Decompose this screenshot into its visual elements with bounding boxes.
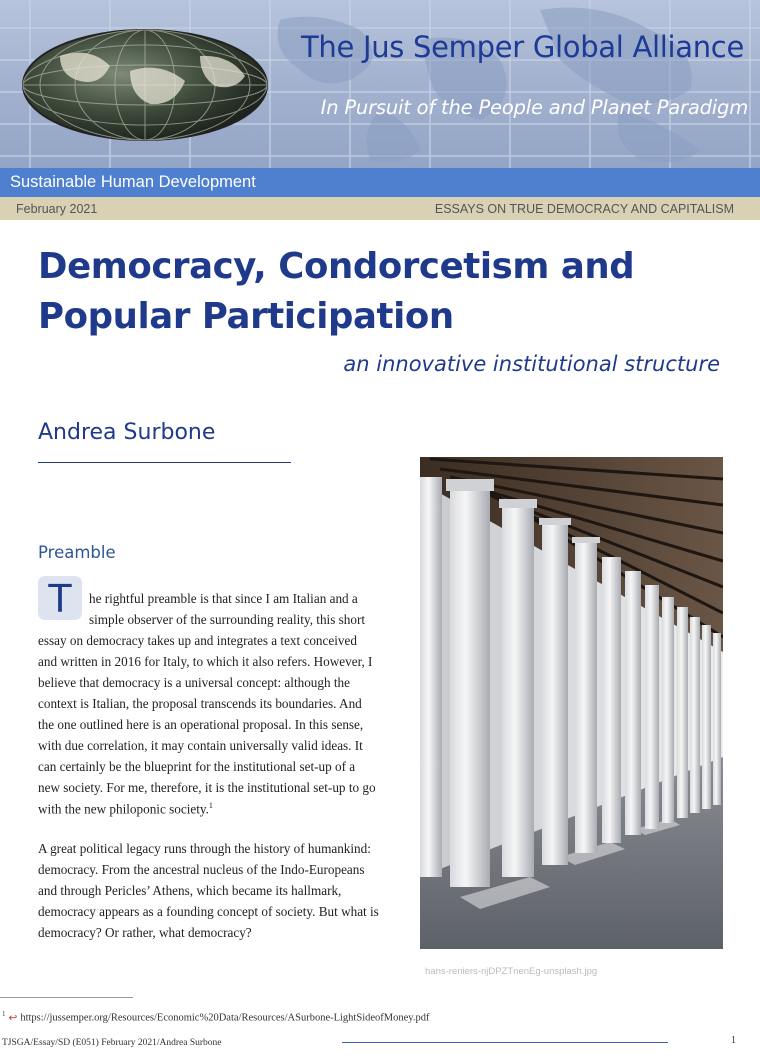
body-line: can certainly be the blueprint for the institutional set-up of a: [38, 759, 356, 774]
footer-reference: TJSGA/Essay/SD (E051) February 2021/Andrea Surbone: [2, 1038, 222, 1048]
body-line: and written in 2016 for Italy, to which it also refers. However, I: [38, 654, 373, 669]
header-banner: [0, 0, 760, 168]
footnote-ref[interactable]: 1: [208, 801, 213, 810]
body-line: democracy? Or rather, what democracy?: [38, 925, 252, 940]
colonnade-illustration: [420, 457, 723, 949]
body-line: democracy appears as a founding concept of society. But what is: [38, 904, 379, 919]
body-line: with due correlation, it may contain universally valid ideas. It: [38, 738, 363, 753]
colonnade-photo: [420, 457, 723, 949]
body-line-text: with the new philoponic society.: [38, 801, 209, 817]
body-line: simple observer of the surrounding reality, this short: [89, 612, 366, 627]
body-line: he rightful preamble is that since I am Italian and a: [89, 591, 358, 606]
body-line: new society. For me, therefore, it is the institutional set-up to go: [38, 780, 376, 795]
publication-date: February 2021: [16, 202, 98, 216]
body-line: [38, 801, 213, 817]
org-tagline: In Pursuit of the People and Planet Paradigm: [320, 96, 748, 119]
footer-divider: [342, 1042, 668, 1043]
drop-cap: T: [38, 576, 82, 620]
body-line: context is Italian, the proposal transcends its boundaries. And: [38, 696, 362, 711]
section-label: Sustainable Human Development: [10, 173, 256, 191]
body-line: and through Pericles’ Athens, which became its hallmark,: [38, 883, 342, 898]
footnote-return-icon[interactable]: ↩: [8, 1012, 18, 1024]
date-bar: [0, 197, 760, 220]
body-line: A great political legacy runs through the history of humankind:: [38, 841, 371, 856]
body-line: the one outlined here is an operational proposal. In this sense,: [38, 717, 364, 732]
page-number: 1: [731, 1035, 736, 1046]
series-label: ESSAYS ON TRUE DEMOCRACY AND CAPITALISM: [434, 202, 734, 216]
page-title: Democracy, Condorcetism and Popular Participation: [38, 246, 635, 337]
footnote-divider: [0, 997, 133, 998]
section-heading: Preamble: [38, 543, 116, 562]
footnote: [2, 1010, 429, 1024]
photo-caption: hans-reniers-njDPZTnenEg-unsplash.jpg: [425, 966, 598, 977]
body-line: believe that democracy is a universal concept: although the: [38, 675, 350, 690]
body-line: democracy. From the ancestral nucleus of the Indo-Europeans: [38, 862, 365, 877]
author-name: Andrea Surbone: [38, 420, 216, 445]
footnote-link[interactable]: https://jussemper.org/Resources/Economic%20Data/Resources/ASurbone-LightSideofMoney.pdf: [20, 1012, 430, 1024]
body-line: essay on democracy takes up and integrates a text conceived: [38, 633, 357, 648]
org-name: The Jus Semper Global Alliance: [301, 30, 744, 64]
author-divider: [38, 462, 291, 463]
page-subtitle: an innovative institutional structure: [343, 352, 720, 376]
section-bar: [0, 168, 760, 197]
footnote-number: 1: [2, 1010, 6, 1018]
globe-logo-icon: [20, 26, 270, 144]
